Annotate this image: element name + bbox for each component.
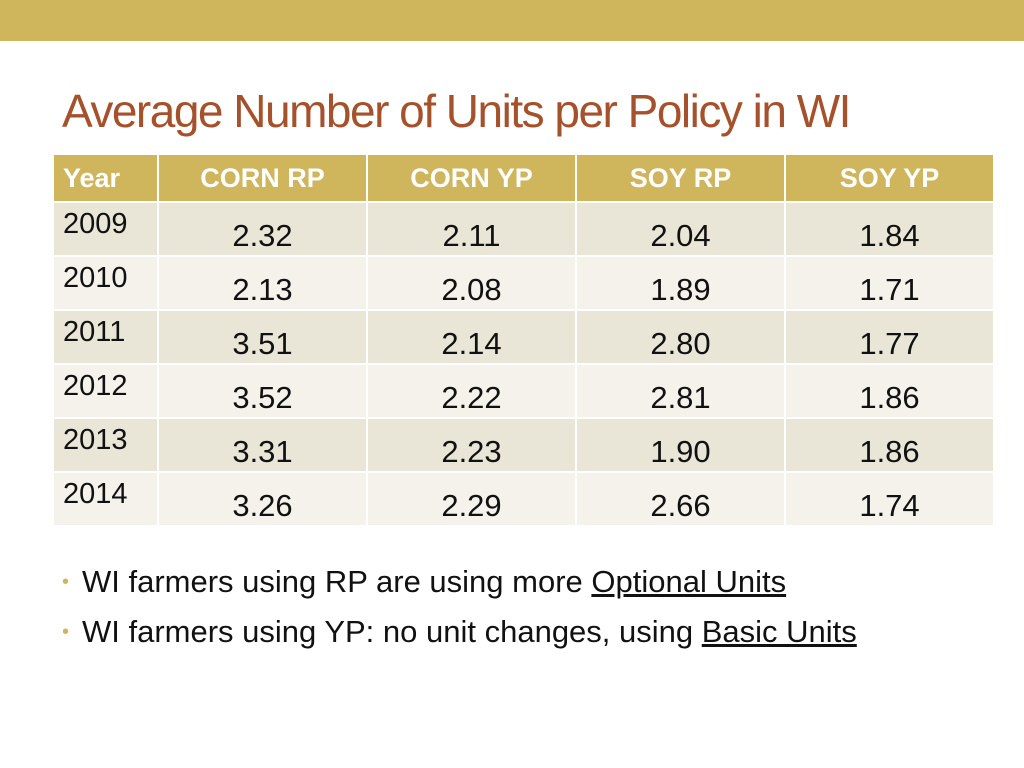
slide-title: Average Number of Units per Policy in WI (62, 85, 850, 137)
table-row (53, 472, 994, 526)
bullet-dot-icon: • (62, 571, 70, 593)
bullet-item (62, 611, 857, 661)
table-row (53, 310, 994, 364)
top-accent-bar (0, 0, 1024, 41)
corn-rp-cell: 2.32 (158, 202, 367, 256)
header-corn-rp: CORN RP (158, 154, 367, 202)
table-header-row (53, 154, 994, 202)
soy-rp-cell: 2.66 (576, 472, 785, 526)
bullet-text: WI farmers using RP are using more (82, 564, 592, 599)
corn-yp-cell: 2.22 (367, 364, 576, 418)
table-row (53, 418, 994, 472)
corn-rp-cell: 3.26 (158, 472, 367, 526)
bullet-text: WI farmers using YP: no unit changes, using (82, 614, 702, 649)
header-soy-rp: SOY RP (576, 154, 785, 202)
soy-rp-cell: 1.89 (576, 256, 785, 310)
soy-yp-cell: 1.77 (785, 310, 994, 364)
bullet-list (62, 561, 857, 661)
year-cell: 2013 (53, 418, 158, 472)
soy-yp-cell: 1.86 (785, 418, 994, 472)
header-corn-yp: CORN YP (367, 154, 576, 202)
year-cell: 2011 (53, 310, 158, 364)
table-row (53, 202, 994, 256)
basic-units-link[interactable]: Basic Units (701, 614, 857, 649)
corn-yp-cell: 2.14 (367, 310, 576, 364)
corn-rp-cell: 3.31 (158, 418, 367, 472)
soy-rp-cell: 2.80 (576, 310, 785, 364)
soy-rp-cell: 2.81 (576, 364, 785, 418)
year-cell: 2012 (53, 364, 158, 418)
units-per-policy-table (52, 153, 995, 527)
header-year: Year (53, 154, 158, 202)
table-row (53, 364, 994, 418)
corn-yp-cell: 2.11 (367, 202, 576, 256)
soy-rp-cell: 1.90 (576, 418, 785, 472)
year-cell: 2010 (53, 256, 158, 310)
corn-rp-cell: 3.51 (158, 310, 367, 364)
soy-yp-cell: 1.71 (785, 256, 994, 310)
bullet-dot-icon: • (62, 621, 70, 643)
year-cell: 2014 (53, 472, 158, 526)
bullet-item (62, 561, 857, 611)
corn-yp-cell: 2.08 (367, 256, 576, 310)
header-soy-yp: SOY YP (785, 154, 994, 202)
table-row (53, 256, 994, 310)
soy-rp-cell: 2.04 (576, 202, 785, 256)
optional-units-link[interactable]: Optional Units (591, 564, 787, 599)
soy-yp-cell: 1.74 (785, 472, 994, 526)
soy-yp-cell: 1.84 (785, 202, 994, 256)
corn-rp-cell: 2.13 (158, 256, 367, 310)
corn-yp-cell: 2.23 (367, 418, 576, 472)
year-cell: 2009 (53, 202, 158, 256)
soy-yp-cell: 1.86 (785, 364, 994, 418)
corn-yp-cell: 2.29 (367, 472, 576, 526)
corn-rp-cell: 3.52 (158, 364, 367, 418)
